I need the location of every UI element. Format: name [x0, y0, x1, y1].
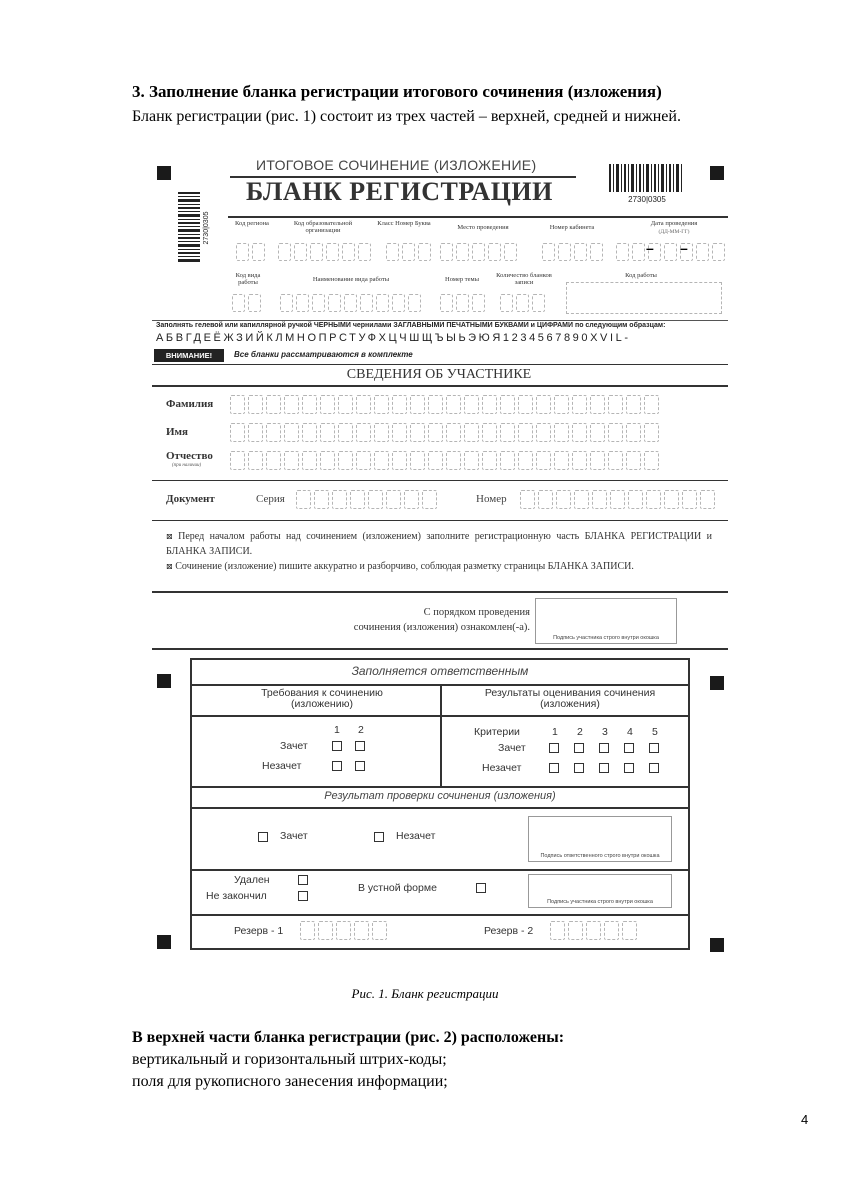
input-cell[interactable]: [428, 395, 443, 414]
req-pass-checkbox-2[interactable]: [355, 741, 365, 751]
responsible-signature-caption: Подпись ответственного строго внутри окошка: [540, 853, 660, 859]
input-cell[interactable]: [500, 423, 515, 442]
patronymic-cells[interactable]: [230, 451, 659, 470]
responsible-section: [190, 658, 690, 950]
agreement-text: [330, 606, 530, 635]
corner-marker-bottom-left: [157, 935, 171, 949]
input-cell[interactable]: [590, 451, 605, 470]
req-pass-checkbox-1[interactable]: [332, 741, 342, 751]
label-number: Номер: [476, 493, 507, 505]
req-fail-checkbox-2[interactable]: [355, 761, 365, 771]
input-cell[interactable]: [482, 451, 497, 470]
fill-instruction: Заполнять гелевой или капиллярной ручкой ЧЕРНЫМИ чернилами ЗАГЛАВНЫМИ ПЕЧАТНЫМИ БУКВАМИ и ЦИФРАМИ по следующим образцам:: [156, 322, 666, 329]
attention-label: ВНИМАНИЕ!: [154, 349, 224, 362]
input-cell[interactable]: [338, 451, 353, 470]
label-name: Имя: [166, 426, 188, 438]
input-cell[interactable]: [410, 395, 425, 414]
oral-form-checkbox[interactable]: [476, 883, 486, 893]
check-result-header: Результат проверки сочинения (изложения): [324, 790, 556, 802]
rule-under-title: [228, 216, 728, 218]
agreement-line-1: С порядком проведения: [423, 607, 530, 618]
label-work-code: Код работы: [625, 272, 657, 279]
req-pass-label: Зачет: [280, 740, 308, 752]
label-sheets-count: Количество бланков записи: [496, 272, 552, 287]
input-cell[interactable]: [644, 423, 659, 442]
req-col-1: 1: [334, 724, 340, 736]
input-cell[interactable]: [404, 490, 419, 509]
input-cell[interactable]: [572, 423, 587, 442]
input-cell[interactable]: [554, 395, 569, 414]
horizontal-barcode-number: 2730|0305: [628, 195, 666, 204]
input-cell[interactable]: [574, 490, 589, 509]
label-room: Номер кабинета: [549, 224, 595, 231]
section-heading: 3. Заполнение бланка регистрации итогового сочинения (изложения): [132, 82, 662, 101]
input-cell[interactable]: [374, 451, 389, 470]
input-cell[interactable]: [374, 423, 389, 442]
input-cell[interactable]: [356, 451, 371, 470]
participant-header: СВЕДЕНИЯ ОБ УЧАСТНИКЕ: [346, 367, 532, 382]
input-cell[interactable]: [230, 423, 245, 442]
input-cell[interactable]: [626, 451, 641, 470]
date-dash-1: –: [646, 240, 654, 256]
rule-below-participant: [152, 385, 728, 387]
criteria-col-3: 3: [602, 726, 608, 738]
input-cell[interactable]: [626, 395, 641, 414]
room-cells[interactable]: [542, 243, 603, 261]
input-cell[interactable]: [556, 490, 571, 509]
req-fail-label: Незачет: [262, 760, 302, 772]
input-cell[interactable]: [446, 451, 461, 470]
input-cell[interactable]: [248, 395, 263, 414]
rule-reserve-top: [192, 914, 688, 916]
input-cell[interactable]: [518, 395, 533, 414]
check-pass-label: Зачет: [280, 830, 308, 842]
date-cells[interactable]: [616, 243, 725, 261]
input-cell[interactable]: [610, 490, 625, 509]
input-cell[interactable]: [320, 423, 335, 442]
input-cell[interactable]: [536, 451, 551, 470]
input-cell[interactable]: [590, 423, 605, 442]
input-cell[interactable]: [392, 395, 407, 414]
corner-marker-top-right: [710, 166, 724, 180]
note-1-text: Перед началом работы над сочинением (изложением) заполните регистрационную часть БЛАНКА РЕГИСТРАЦИИ и БЛАНКА ЗАПИСИ.: [166, 531, 712, 557]
input-cell[interactable]: [554, 451, 569, 470]
req-fail-checkbox-1[interactable]: [332, 761, 342, 771]
corner-marker-mid-left: [157, 674, 171, 688]
removed-label: Удален: [234, 874, 270, 886]
input-cell[interactable]: [608, 423, 623, 442]
rule-removed-top: [192, 869, 688, 871]
label-patronymic: Отчество: [166, 450, 213, 462]
input-cell[interactable]: [622, 921, 637, 940]
input-cell[interactable]: [500, 451, 515, 470]
work-type-name-cells[interactable]: [280, 294, 421, 312]
input-cell[interactable]: [410, 451, 425, 470]
work-type-code-cells[interactable]: [232, 294, 261, 312]
label-document: Документ: [166, 493, 215, 505]
input-cell[interactable]: [536, 395, 551, 414]
topic-number-cells[interactable]: [440, 294, 485, 312]
input-cell[interactable]: [518, 423, 533, 442]
input-cell[interactable]: [320, 451, 335, 470]
vertical-barcode: [178, 192, 220, 264]
input-cell[interactable]: [392, 451, 407, 470]
region-cells[interactable]: [236, 243, 265, 261]
input-cell[interactable]: [284, 423, 299, 442]
input-cell[interactable]: [372, 921, 387, 940]
requirements-header: Требования к сочинению (изложению): [261, 687, 383, 711]
input-cell[interactable]: [248, 423, 263, 442]
label-topic-number: Номер темы: [445, 276, 479, 283]
input-cell[interactable]: [646, 490, 661, 509]
input-cell[interactable]: [266, 395, 281, 414]
input-cell[interactable]: [374, 395, 389, 414]
input-cell[interactable]: [302, 395, 317, 414]
org-cells[interactable]: [278, 243, 371, 261]
number-cells[interactable]: [520, 490, 715, 509]
input-cell[interactable]: [464, 395, 479, 414]
input-cell[interactable]: [314, 490, 329, 509]
resp-vertical-divider: [440, 684, 442, 786]
upper-part-item-2: поля для рукописного занесения информации;: [132, 1073, 448, 1090]
note-1: ⊠ Перед началом работы над сочинением (изложением) заполните регистрационную часть БЛАНКА РЕГИСТРАЦИИ и БЛАНКА ЗАПИСИ.: [166, 531, 712, 557]
input-cell[interactable]: [568, 921, 583, 940]
input-cell[interactable]: [300, 921, 315, 940]
class-cells[interactable]: [386, 243, 431, 261]
input-cell[interactable]: [336, 921, 351, 940]
input-cell[interactable]: [590, 395, 605, 414]
reserve-2-cells[interactable]: [550, 921, 637, 940]
results-fail-checkbox-2[interactable]: [574, 763, 584, 773]
results-fail-checkbox-5[interactable]: [649, 763, 659, 773]
upper-part-item-1: вертикальный и горизонтальный штрих-коды;: [132, 1051, 447, 1068]
label-date: Дата проведения: [650, 220, 698, 227]
input-cell[interactable]: [302, 423, 317, 442]
input-cell[interactable]: [500, 395, 515, 414]
date-dash-2: –: [680, 240, 688, 256]
rule-below-document: [152, 520, 728, 521]
responsible-signature-box[interactable]: [528, 816, 672, 862]
input-cell[interactable]: [682, 490, 697, 509]
oral-form-label: В устной форме: [358, 882, 437, 894]
req-col-2: 2: [358, 724, 364, 736]
criteria-col-1: 1: [552, 726, 558, 738]
criteria-col-4: 4: [627, 726, 633, 738]
input-cell[interactable]: [350, 490, 365, 509]
criteria-label: Критерии: [474, 726, 520, 738]
input-cell[interactable]: [354, 921, 369, 940]
input-cell[interactable]: [422, 490, 437, 509]
check-fail-label: Незачет: [396, 830, 436, 842]
input-cell[interactable]: [464, 451, 479, 470]
check-fail-checkbox[interactable]: [374, 832, 384, 842]
input-cell[interactable]: [538, 490, 553, 509]
rule-above-agreement: [152, 591, 728, 593]
rule-check-result-bottom: [192, 807, 688, 809]
results-pass-label: Зачет: [498, 742, 526, 754]
input-cell[interactable]: [604, 921, 619, 940]
rule-resp-subheader: [192, 715, 688, 717]
results-pass-checkbox-5[interactable]: [649, 743, 659, 753]
input-cell[interactable]: [536, 423, 551, 442]
input-cell[interactable]: [608, 395, 623, 414]
input-cell[interactable]: [410, 423, 425, 442]
label-surname: Фамилия: [166, 398, 214, 410]
input-cell[interactable]: [482, 423, 497, 442]
input-cell[interactable]: [266, 451, 281, 470]
results-pass-checkbox-1[interactable]: [549, 743, 559, 753]
input-cell[interactable]: [482, 395, 497, 414]
input-cell[interactable]: [338, 395, 353, 414]
place-cells[interactable]: [440, 243, 517, 261]
not-finished-checkbox[interactable]: [298, 891, 308, 901]
input-cell[interactable]: [296, 490, 311, 509]
input-cell[interactable]: [446, 423, 461, 442]
small-signature-box[interactable]: [528, 874, 672, 908]
label-region: Код региона: [235, 220, 269, 227]
label-series: Серия: [256, 493, 285, 505]
sheets-count-cells[interactable]: [500, 294, 545, 312]
results-fail-label: Незачет: [482, 762, 522, 774]
check-pass-checkbox[interactable]: [258, 832, 268, 842]
reserve-1-cells[interactable]: [300, 921, 387, 940]
label-place: Место проведения: [457, 224, 509, 231]
input-cell[interactable]: [392, 423, 407, 442]
input-cell[interactable]: [266, 423, 281, 442]
input-cell[interactable]: [428, 451, 443, 470]
reserve-2-label: Резерв - 2: [484, 925, 534, 937]
rule-before-instruction: [152, 320, 728, 321]
corner-marker-mid-right: [710, 676, 724, 690]
upper-part-heading: В верхней части бланка регистрации (рис. 2) расположены:: [132, 1029, 565, 1046]
work-code-box[interactable]: [566, 282, 722, 314]
participant-signature-box[interactable]: [535, 598, 677, 644]
vertical-barcode-number: 2730|0305: [203, 211, 210, 245]
results-header: Результаты оценивания сочинения (изложения): [484, 687, 656, 711]
rule-check-result-top: [192, 786, 688, 788]
label-work-type-name: Наименование вида работы: [312, 276, 390, 283]
rule-above-document: [152, 480, 728, 481]
removed-checkbox[interactable]: [298, 875, 308, 885]
input-cell[interactable]: [368, 490, 383, 509]
input-cell[interactable]: [356, 423, 371, 442]
form-main-title: БЛАНК РЕГИСТРАЦИИ: [246, 177, 553, 206]
input-cell[interactable]: [284, 451, 299, 470]
figure-caption: Рис. 1. Бланк регистрации: [351, 986, 499, 1001]
input-cell[interactable]: [608, 451, 623, 470]
label-work-type-code: Код вида работы: [235, 272, 261, 287]
input-cell[interactable]: [572, 395, 587, 414]
input-cell[interactable]: [700, 490, 715, 509]
input-cell[interactable]: [586, 921, 601, 940]
corner-marker-top-left: [157, 166, 171, 180]
note-2: ⊠ Сочинение (изложение) пишите аккуратно и разборчиво, соблюдая разметку страницы БЛАНКА ЗАПИСИ.: [166, 561, 634, 572]
results-pass-checkbox-3[interactable]: [599, 743, 609, 753]
results-pass-checkbox-4[interactable]: [624, 743, 634, 753]
section-intro: Бланк регистрации (рис. 1) состоит из трех частей – верхней, средней и нижней.: [132, 108, 681, 125]
responsible-header: Заполняется ответственным: [351, 664, 529, 678]
input-cell[interactable]: [644, 451, 659, 470]
criteria-col-5: 5: [652, 726, 658, 738]
not-finished-label: Не закончил: [206, 890, 267, 902]
reserve-1-label: Резерв - 1: [234, 925, 284, 937]
input-cell[interactable]: [302, 451, 317, 470]
patronymic-hint: (при наличии): [172, 463, 202, 468]
sample-characters: АБВГДЕЁЖЗИЙКЛМНОПРСТУФХЦЧШЩЪЫЬЭЮЯ1234567890XVIL-: [156, 332, 631, 344]
input-cell[interactable]: [318, 921, 333, 940]
input-cell[interactable]: [572, 451, 587, 470]
registration-form-figure: [150, 150, 735, 970]
input-cell[interactable]: [550, 921, 565, 940]
agreement-line-2: сочинения (изложения) ознакомлен(-а).: [353, 621, 530, 633]
rule-below-agreement: [152, 648, 728, 650]
input-cell[interactable]: [592, 490, 607, 509]
input-cell[interactable]: [518, 451, 533, 470]
name-cells[interactable]: [230, 423, 659, 442]
rule-above-participant: [152, 364, 728, 365]
label-date-hint: (ДД-ММ-ГГ): [658, 229, 690, 235]
form-top-title: ИТОГОВОЕ СОЧИНЕНИЕ (ИЗЛОЖЕНИЕ): [256, 157, 537, 173]
participant-signature-caption: Подпись участника строго внутри окошка: [553, 635, 659, 641]
input-cell[interactable]: [230, 451, 245, 470]
input-cell[interactable]: [428, 423, 443, 442]
input-cell[interactable]: [628, 490, 643, 509]
input-cell[interactable]: [626, 423, 641, 442]
horizontal-barcode: [609, 164, 689, 206]
input-cell[interactable]: [248, 451, 263, 470]
input-cell[interactable]: [644, 395, 659, 414]
series-cells[interactable]: [296, 490, 437, 509]
surname-cells[interactable]: [230, 395, 659, 414]
results-pass-checkbox-2[interactable]: [574, 743, 584, 753]
input-cell[interactable]: [320, 395, 335, 414]
input-cell[interactable]: [520, 490, 535, 509]
input-cell[interactable]: [284, 395, 299, 414]
input-cell[interactable]: [386, 490, 401, 509]
input-cell[interactable]: [230, 395, 245, 414]
input-cell[interactable]: [554, 423, 569, 442]
input-cell[interactable]: [356, 395, 371, 414]
results-fail-checkbox-4[interactable]: [624, 763, 634, 773]
note-2-text: Сочинение (изложение) пишите аккуратно и разборчиво, соблюдая разметку страницы БЛАНКА ЗАПИСИ.: [175, 561, 634, 572]
input-cell[interactable]: [464, 423, 479, 442]
input-cell[interactable]: [332, 490, 347, 509]
small-signature-caption: Подпись участника строго внутри окошка: [547, 899, 653, 905]
page-number: 4: [801, 1112, 809, 1127]
attention-text: Все бланки рассматриваются в комплекте: [234, 350, 413, 359]
input-cell[interactable]: [338, 423, 353, 442]
input-cell[interactable]: [664, 490, 679, 509]
results-fail-checkbox-1[interactable]: [549, 763, 559, 773]
label-class: Класс Номер Буква: [377, 220, 431, 227]
corner-marker-bottom-right: [710, 938, 724, 952]
label-org: Код образовательной организации: [293, 220, 353, 235]
input-cell[interactable]: [446, 395, 461, 414]
results-fail-checkbox-3[interactable]: [599, 763, 609, 773]
criteria-col-2: 2: [577, 726, 583, 738]
